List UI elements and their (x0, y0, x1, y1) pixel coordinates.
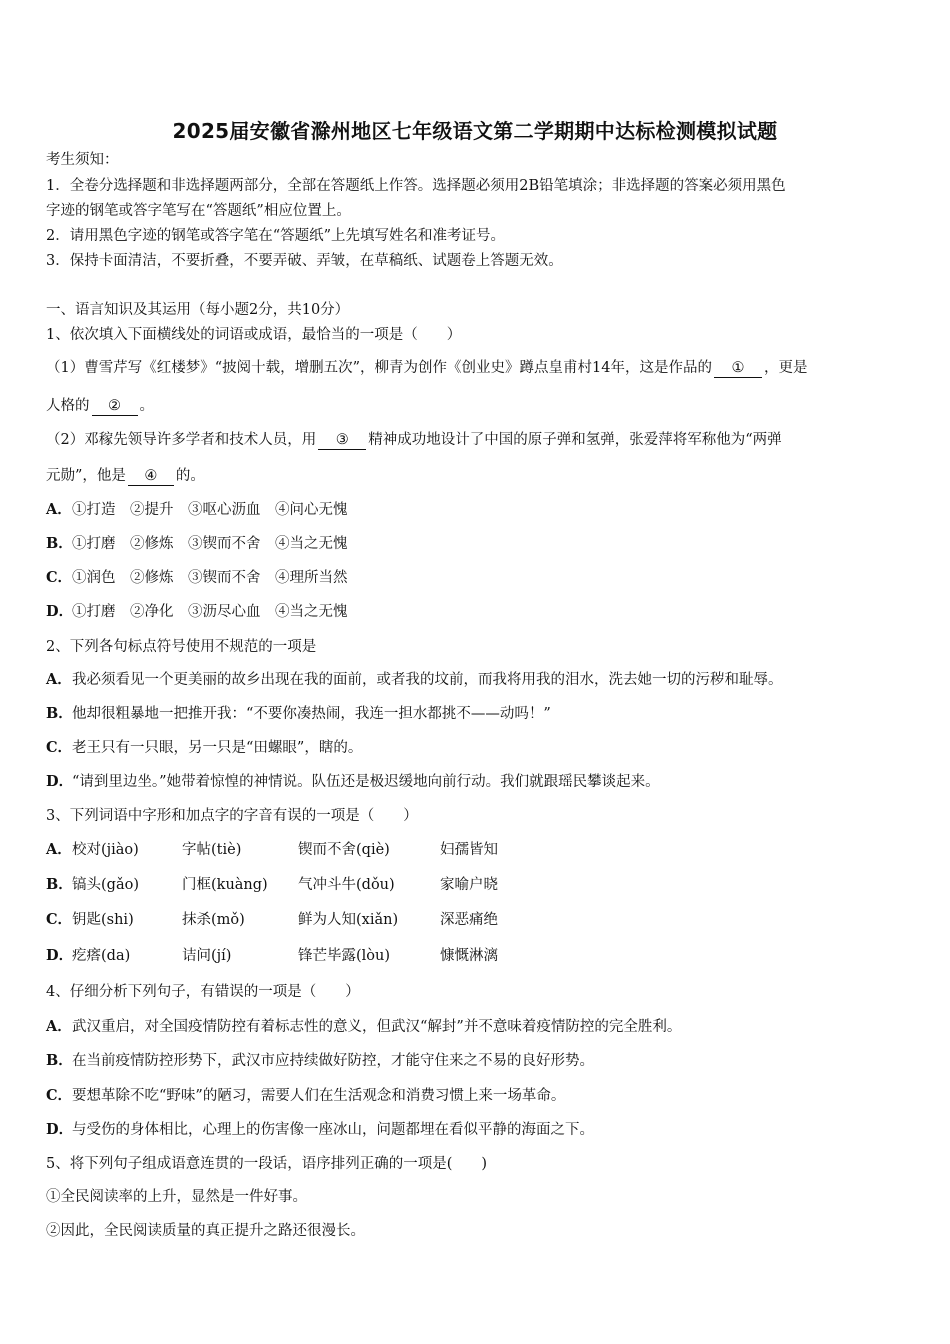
q1-stem: 1、依次填入下面横线处的词语或成语，最恰当的一项是（ ） (46, 327, 462, 343)
q1-p2-after: 精神成功地设计了中国的原子弹和氢弹，张爱萍将军称他为“两弹 (368, 432, 782, 448)
q3-stem: 3、下列词语中字形和加点字的字音有误的一项是（ ） (46, 808, 418, 824)
q1-blank-4: ④ (128, 467, 174, 486)
option-text: ①打磨 ②修炼 ③锲而不舍 ④当之无愧 (72, 536, 348, 552)
option-label: B． (46, 1052, 73, 1069)
option-label: D． (46, 603, 74, 620)
q2-option-d[interactable] (46, 772, 660, 792)
q2-option-c[interactable] (46, 738, 362, 758)
option-text: 与受伤的身体相比，心理上的伤害像一座冰山，问题都埋在看似平静的海面之下。 (72, 1122, 594, 1138)
option-text: ①打造 ②提升 ③呕心沥血 ④问心无愧 (72, 502, 348, 518)
q1-p1-line2-end: 。 (139, 398, 154, 414)
option-text: 在当前疫情防控形势下，武汉市应持续做好防控，才能守住来之不易的良好形势。 (72, 1053, 594, 1069)
option-word: 锋芒毕露(lòu) (298, 948, 391, 964)
notice-item-3: 3．保持卡面清洁，不要折叠，不要弄破、弄皱，在草稿纸、试题卷上答题无效。 (46, 253, 563, 269)
q2-option-a[interactable] (46, 670, 783, 690)
option-text: “请到里边坐。”她带着惊惶的神情说。队伍还是极迟缓地向前行动。我们就跟瑶民攀谈起来。 (72, 774, 660, 790)
option-word: 诘问(jí) (182, 948, 232, 964)
q3-option-d[interactable] (46, 946, 560, 966)
q1-blank-2: ② (92, 397, 138, 416)
q5-stem: 5、将下列句子组成语意连贯的一段话，语序排列正确的一项是( ) (46, 1156, 488, 1172)
q4-option-b[interactable] (46, 1051, 594, 1071)
option-word: 钥匙(shi) (72, 912, 134, 928)
option-text: ①打磨 ②净化 ③沥尽心血 ④当之无愧 (72, 604, 348, 620)
q5-sentence-2: ②因此，全民阅读质量的真正提升之路还很漫长。 (46, 1223, 365, 1239)
option-word: 妇孺皆知 (440, 842, 498, 858)
option-text: 要想革除不吃“野味”的陋习，需要人们在生活观念和消费习惯上来一场革命。 (72, 1088, 566, 1104)
notice-item-1-cont: 字迹的钢笔或答字笔写在“答题纸”相应位置上。 (46, 203, 351, 219)
q4-stem: 4、仔细分析下列句子，有错误的一项是（ ） (46, 984, 360, 1000)
q1-p1-line2-text: 人格的 (46, 398, 90, 414)
option-text: 老王只有一只眼，另一只是“田螺眼”，瞎的。 (72, 740, 363, 756)
q1-p2-text: （2）邓稼先领导许多学者和技术人员，用 (46, 432, 317, 448)
option-word: 锲而不舍(qiè) (298, 842, 390, 858)
page-title: 2025届安徽省滁州地区七年级语文第二学期期中达标检测模拟试题 (172, 119, 778, 143)
q3-option-a[interactable] (46, 840, 560, 860)
q3-option-c[interactable] (46, 910, 560, 930)
q1-p2-line2-text: 元勋”，他是 (46, 468, 126, 484)
option-word: 疙瘩(da) (72, 948, 131, 964)
option-label: D． (46, 947, 74, 964)
option-label: C． (46, 739, 73, 756)
option-word: 校对(jiào) (72, 842, 139, 858)
q1-option-c[interactable] (46, 568, 348, 588)
option-word: 鲜为人知(xiǎn) (298, 912, 399, 928)
option-label: B． (46, 876, 73, 893)
q4-option-d[interactable] (46, 1120, 594, 1140)
q3-option-b[interactable] (46, 875, 560, 895)
section-heading: 一、语言知识及其运用（每小题2分，共10分） (46, 302, 350, 318)
option-word: 慷慨淋漓 (440, 948, 498, 964)
q5-sentence-1: ①全民阅读率的上升，显然是一件好事。 (46, 1189, 307, 1205)
notice-heading: 考生须知： (46, 152, 119, 168)
q1-option-d[interactable] (46, 602, 348, 622)
q2-option-b[interactable] (46, 704, 551, 724)
option-text: ①润色 ②修炼 ③锲而不舍 ④理所当然 (72, 570, 348, 586)
option-text: 武汉重启，对全国疫情防控有着标志性的意义，但武汉“解封”并不意味着疫情防控的完全胜利。 (72, 1019, 682, 1035)
option-text: 他却很粗暴地一把推开我：“不要你凑热闹，我连一担水都挑不——动吗！” (72, 706, 551, 722)
q4-option-c[interactable] (46, 1086, 565, 1106)
notice-item-2: 2．请用黑色字迹的钢笔或答字笔在“答题纸”上先填写姓名和准考证号。 (46, 228, 506, 244)
q1-passage-1 (46, 358, 808, 378)
option-word: 深恶痛绝 (440, 912, 498, 928)
option-label: A． (46, 841, 72, 858)
option-label: C． (46, 1087, 73, 1104)
q1-passage-2-cont (46, 466, 205, 486)
option-label: C． (46, 911, 73, 928)
q1-p1-after: ，更是 (764, 360, 808, 376)
option-label: C． (46, 569, 73, 586)
q1-blank-1: ① (714, 359, 762, 378)
q1-option-a[interactable] (46, 500, 348, 520)
option-label: B． (46, 535, 73, 552)
option-word: 字帖(tiè) (182, 842, 242, 858)
option-label: B． (46, 705, 73, 722)
option-text: 我必须看见一个更美丽的故乡出现在我的面前，或者我的坟前，而我将用我的泪水，洗去她一切的污秽和耻辱。 (72, 672, 783, 688)
option-word: 镐头(gǎo) (72, 877, 139, 893)
option-word: 门框(kuàng) (182, 877, 268, 893)
option-label: A． (46, 501, 72, 518)
q1-p1-text: （1）曹雪芹写《红楼梦》“披阅十载，增删五次”，柳青为创作《创业史》蹲点皇甫村14年，这是作品的 (46, 360, 712, 376)
q1-blank-3: ③ (318, 431, 366, 450)
option-label: A． (46, 671, 72, 688)
option-label: D． (46, 1121, 74, 1138)
notice-item-1: 1．全卷分选择题和非选择题两部分，全部在答题纸上作答。选择题必须用2B铅笔填涂；非选择题的答案必须用黑色 (46, 178, 786, 194)
option-word: 抹杀(mǒ) (182, 912, 245, 928)
option-word: 家喻户晓 (440, 877, 498, 893)
q1-passage-2 (46, 430, 782, 450)
q2-stem: 2、下列各句标点符号使用不规范的一项是 (46, 639, 317, 655)
q4-option-a[interactable] (46, 1017, 681, 1037)
q1-passage-1-cont (46, 396, 154, 416)
option-word: 气冲斗牛(dǒu) (298, 877, 395, 893)
q1-option-b[interactable] (46, 534, 348, 554)
option-label: A． (46, 1018, 72, 1035)
option-label: D． (46, 773, 74, 790)
q1-p2-line2-end: 的。 (175, 468, 205, 484)
